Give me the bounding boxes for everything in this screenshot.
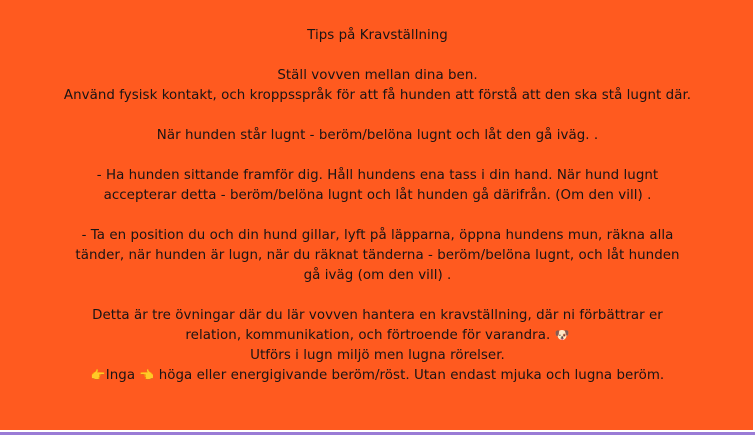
spacer [68, 146, 688, 166]
post-body [63, 26, 692, 386]
paragraph-3: - Ha hunden sittande framför dig. Håll hundens ena tass i din hand. När hund lugnt accepterar detta - beröm/belöna lugnt och låt hunden gå därifrån. (Om den vill) . [96, 168, 659, 203]
accent-stripe [0, 432, 755, 435]
paragraph-5-line-1 [68, 306, 688, 346]
paragraph-4: - Ta en position du och din hund gillar, lyft på läpparna, öppna hundens mun, räkna alla tänder, när hunden är lugn, när du räknat tänderna - beröm/belöna lugnt, och låt hunden gå iväg (om den vill) . [75, 228, 680, 283]
pointing-left-icon: 👈 [139, 368, 155, 382]
pointing-right-icon: 👉 [90, 368, 106, 382]
paragraph-5-line-3-text: höga eller energigivande beröm/röst. Utan endast mjuka och lugna beröm. [154, 368, 665, 383]
paragraph-5-line-2: Utförs i lugn miljö men lugna rörelser. [250, 348, 505, 363]
spacer [68, 46, 688, 66]
emphasis-word: Inga [105, 368, 136, 383]
post-title: Tips på Kravställning [307, 28, 448, 43]
spacer [68, 206, 688, 226]
bottom-bar [0, 430, 755, 437]
dog-icon: 🐶 [554, 328, 570, 342]
paragraph-5-text: Detta är tre övningar där du lär vovven hantera en kravställning, där ni förbättrar er relation, kommunikation, och förtroende för varandra. [92, 308, 663, 343]
paragraph-1-line-1: Ställ vovven mellan dina ben. [277, 68, 478, 83]
spacer [68, 286, 688, 306]
paragraph-1-line-2: Använd fysisk kontakt, och kroppsspråk för att få hunden att förstå att den ska stå lugnt där. [63, 88, 692, 103]
paragraph-5-line-3 [68, 366, 688, 386]
paragraph-2: När hunden står lugnt - beröm/belöna lugnt och låt den gå iväg. . [156, 128, 599, 143]
spacer [68, 106, 688, 126]
